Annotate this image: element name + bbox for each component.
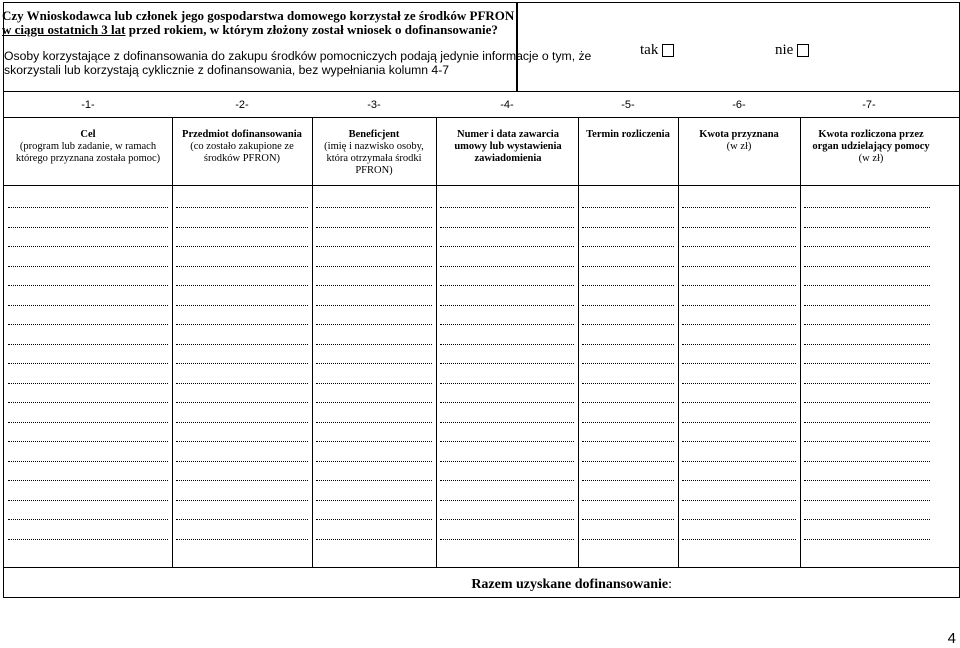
fill-in-line[interactable] bbox=[582, 500, 674, 501]
fill-in-line[interactable] bbox=[582, 305, 674, 306]
fill-in-line[interactable] bbox=[582, 266, 674, 267]
fill-in-line[interactable] bbox=[582, 519, 674, 520]
fill-in-line[interactable] bbox=[440, 266, 574, 267]
fill-in-line[interactable] bbox=[440, 207, 574, 208]
option-yes[interactable] bbox=[640, 42, 674, 59]
fill-in-line[interactable] bbox=[176, 363, 308, 364]
fill-in-line[interactable] bbox=[682, 266, 796, 267]
option-no-label: nie bbox=[775, 42, 794, 58]
fill-in-line[interactable] bbox=[176, 519, 308, 520]
column-number-1: -1- bbox=[81, 99, 95, 111]
column-header-3 bbox=[318, 129, 430, 177]
column-header-1 bbox=[10, 129, 166, 165]
column-subtitle-7: (w zł) bbox=[858, 153, 884, 164]
fill-in-line[interactable] bbox=[176, 246, 308, 247]
fill-in-line[interactable] bbox=[682, 500, 796, 501]
fill-in-line[interactable] bbox=[316, 539, 432, 540]
fill-in-line[interactable] bbox=[8, 383, 168, 384]
fill-in-line[interactable] bbox=[316, 461, 432, 462]
fill-in-line[interactable] bbox=[804, 324, 930, 325]
column-number-5: -5- bbox=[621, 99, 635, 111]
fill-in-line[interactable] bbox=[804, 402, 930, 403]
column-number-6: -6- bbox=[732, 99, 746, 111]
fill-in-line[interactable] bbox=[8, 324, 168, 325]
question-period: w ciągu ostatnich 3 lat bbox=[2, 22, 126, 37]
column-subtitle-3: (imię i nazwisko osoby, która otrzymała środki PFRON) bbox=[324, 141, 424, 176]
fill-in-line[interactable] bbox=[176, 500, 308, 501]
column-header-2 bbox=[178, 129, 306, 165]
fill-in-line[interactable] bbox=[176, 285, 308, 286]
fill-in-line[interactable] bbox=[8, 422, 168, 423]
fill-in-line[interactable] bbox=[176, 207, 308, 208]
fill-in-line[interactable] bbox=[582, 285, 674, 286]
fill-in-line[interactable] bbox=[440, 383, 574, 384]
fill-in-line[interactable] bbox=[176, 227, 308, 228]
column-title-4: Numer i data zawarcia umowy lub wystawienia zawiadomienia bbox=[454, 129, 562, 164]
fill-in-line[interactable] bbox=[440, 461, 574, 462]
column-number-7: -7- bbox=[862, 99, 876, 111]
fill-in-line[interactable] bbox=[582, 422, 674, 423]
checkbox-yes[interactable] bbox=[662, 44, 674, 57]
table-body bbox=[3, 186, 960, 568]
fill-in-line[interactable] bbox=[316, 246, 432, 247]
fill-in-line[interactable] bbox=[804, 246, 930, 247]
column-number-3: -3- bbox=[367, 99, 381, 111]
fill-in-line[interactable] bbox=[682, 363, 796, 364]
fill-in-line[interactable] bbox=[8, 500, 168, 501]
fill-in-line[interactable] bbox=[8, 227, 168, 228]
fill-in-line[interactable] bbox=[176, 422, 308, 423]
fill-in-line[interactable] bbox=[804, 266, 930, 267]
total-label-colon: : bbox=[668, 577, 672, 592]
fill-in-line[interactable] bbox=[582, 246, 674, 247]
fill-in-line[interactable] bbox=[682, 344, 796, 345]
fill-in-line[interactable] bbox=[176, 344, 308, 345]
fill-in-line[interactable] bbox=[8, 207, 168, 208]
fill-in-line[interactable] bbox=[316, 266, 432, 267]
column-subtitle-6: (w zł) bbox=[726, 141, 752, 152]
fill-in-line[interactable] bbox=[804, 480, 930, 481]
fill-in-line[interactable] bbox=[582, 461, 674, 462]
fill-in-line[interactable] bbox=[316, 344, 432, 345]
column-divider bbox=[578, 118, 579, 568]
question-note-line-2: skorzystali lub korzystają cyklicznie z dofinansowania, bez wypełniania kolumn 4-7 bbox=[4, 63, 450, 77]
fill-in-line[interactable] bbox=[582, 227, 674, 228]
fill-in-line[interactable] bbox=[440, 363, 574, 364]
fill-in-line[interactable] bbox=[582, 441, 674, 442]
fill-in-line[interactable] bbox=[440, 246, 574, 247]
fill-in-line[interactable] bbox=[582, 324, 674, 325]
fill-in-line[interactable] bbox=[8, 363, 168, 364]
fill-in-line[interactable] bbox=[8, 402, 168, 403]
fill-in-line[interactable] bbox=[316, 363, 432, 364]
fill-in-line[interactable] bbox=[804, 539, 930, 540]
fill-in-line[interactable] bbox=[316, 422, 432, 423]
fill-in-line[interactable] bbox=[804, 500, 930, 501]
fill-in-line[interactable] bbox=[8, 480, 168, 481]
column-header-7 bbox=[810, 129, 932, 165]
fill-in-line[interactable] bbox=[440, 402, 574, 403]
column-divider bbox=[800, 118, 801, 568]
column-title-2: Przedmiot dofinansowania bbox=[182, 129, 302, 140]
fill-in-line[interactable] bbox=[804, 344, 930, 345]
fill-in-line[interactable] bbox=[582, 363, 674, 364]
fill-in-line[interactable] bbox=[176, 402, 308, 403]
fill-in-line[interactable] bbox=[316, 285, 432, 286]
fill-in-line[interactable] bbox=[582, 539, 674, 540]
fill-in-line[interactable] bbox=[440, 441, 574, 442]
fill-in-line[interactable] bbox=[316, 519, 432, 520]
fill-in-line[interactable] bbox=[804, 519, 930, 520]
fill-in-line[interactable] bbox=[440, 500, 574, 501]
fill-in-line[interactable] bbox=[8, 539, 168, 540]
fill-in-line[interactable] bbox=[8, 246, 168, 247]
fill-in-line[interactable] bbox=[440, 480, 574, 481]
fill-in-line[interactable] bbox=[440, 344, 574, 345]
page-number: 4 bbox=[947, 630, 956, 647]
fill-in-line[interactable] bbox=[804, 227, 930, 228]
fill-in-line[interactable] bbox=[682, 480, 796, 481]
column-divider bbox=[172, 118, 173, 568]
fill-in-line[interactable] bbox=[176, 266, 308, 267]
fill-in-line[interactable] bbox=[176, 305, 308, 306]
column-number-2: -2- bbox=[235, 99, 249, 111]
fill-in-line[interactable] bbox=[8, 266, 168, 267]
column-subtitle-2: (co zostało zakupione ze środków PFRON) bbox=[190, 141, 294, 164]
fill-in-line[interactable] bbox=[804, 461, 930, 462]
question-line-1: Czy Wnioskodawca lub członek jego gospodarstwa domowego korzystał ze środków PFRON bbox=[2, 8, 515, 23]
option-no[interactable] bbox=[775, 42, 809, 59]
fill-in-line[interactable] bbox=[176, 461, 308, 462]
fill-in-line[interactable] bbox=[682, 383, 796, 384]
fill-in-line[interactable] bbox=[316, 402, 432, 403]
fill-in-line[interactable] bbox=[682, 461, 796, 462]
fill-in-line[interactable] bbox=[176, 480, 308, 481]
fill-in-line[interactable] bbox=[582, 402, 674, 403]
question-note-line-1: Osoby korzystające z dofinansowania do zakupu środków pomocniczych podają jedynie informacje o tym, że bbox=[4, 49, 592, 63]
answer-cell bbox=[518, 2, 960, 92]
fill-in-line[interactable] bbox=[582, 344, 674, 345]
fill-in-line[interactable] bbox=[682, 441, 796, 442]
fill-in-line[interactable] bbox=[176, 441, 308, 442]
fill-in-line[interactable] bbox=[8, 519, 168, 520]
column-divider bbox=[436, 118, 437, 568]
fill-in-line[interactable] bbox=[440, 519, 574, 520]
question-line-2 bbox=[2, 23, 498, 37]
fill-in-line[interactable] bbox=[804, 422, 930, 423]
column-title-6: Kwota przyznana bbox=[699, 129, 779, 140]
fill-in-line[interactable] bbox=[176, 383, 308, 384]
fill-in-line[interactable] bbox=[440, 285, 574, 286]
fill-in-line[interactable] bbox=[440, 305, 574, 306]
fill-in-line[interactable] bbox=[682, 246, 796, 247]
fill-in-line[interactable] bbox=[682, 324, 796, 325]
column-header-4 bbox=[440, 129, 576, 165]
fill-in-line[interactable] bbox=[176, 539, 308, 540]
total-label-text: Razem uzyskane dofinansowanie bbox=[471, 577, 669, 592]
fill-in-line[interactable] bbox=[316, 305, 432, 306]
fill-in-line[interactable] bbox=[440, 324, 574, 325]
column-title-5: Termin rozliczenia bbox=[586, 129, 670, 140]
fill-in-line[interactable] bbox=[804, 305, 930, 306]
column-title-1: Cel bbox=[80, 129, 96, 140]
column-divider bbox=[678, 118, 679, 568]
fill-in-line[interactable] bbox=[682, 539, 796, 540]
column-header-6 bbox=[682, 129, 796, 153]
fill-in-line[interactable] bbox=[804, 363, 930, 364]
column-subtitle-1: (program lub zadanie, w ramach którego przyznana została pomoc) bbox=[15, 141, 161, 164]
fill-in-line[interactable] bbox=[682, 227, 796, 228]
fill-in-line[interactable] bbox=[804, 383, 930, 384]
fill-in-line[interactable] bbox=[440, 227, 574, 228]
column-title-3: Beneficjent bbox=[348, 129, 400, 140]
fill-in-line[interactable] bbox=[176, 324, 308, 325]
column-header-5 bbox=[580, 129, 676, 141]
option-yes-label: tak bbox=[640, 42, 659, 58]
fill-in-line[interactable] bbox=[316, 441, 432, 442]
fill-in-line[interactable] bbox=[682, 402, 796, 403]
fill-in-line[interactable] bbox=[440, 539, 574, 540]
fill-in-line[interactable] bbox=[804, 441, 930, 442]
fill-in-line[interactable] bbox=[682, 422, 796, 423]
column-title-7: Kwota rozliczona przez organ udzielający pomocy bbox=[812, 129, 930, 152]
fill-in-line[interactable] bbox=[316, 207, 432, 208]
fill-in-line[interactable] bbox=[8, 285, 168, 286]
fill-in-line[interactable] bbox=[8, 461, 168, 462]
fill-in-line[interactable] bbox=[582, 207, 674, 208]
fill-in-line[interactable] bbox=[316, 480, 432, 481]
fill-in-line[interactable] bbox=[8, 344, 168, 345]
fill-in-line[interactable] bbox=[440, 422, 574, 423]
fill-in-line[interactable] bbox=[682, 519, 796, 520]
fill-in-line[interactable] bbox=[682, 305, 796, 306]
fill-in-line[interactable] bbox=[316, 324, 432, 325]
question-line-2-rest: przed rokiem, w którym złożony został wniosek o dofinansowanie? bbox=[125, 22, 498, 37]
fill-in-line[interactable] bbox=[582, 383, 674, 384]
column-number-4: -4- bbox=[500, 99, 514, 111]
total-label bbox=[471, 577, 672, 593]
fill-in-line[interactable] bbox=[316, 383, 432, 384]
fill-in-line[interactable] bbox=[316, 500, 432, 501]
fill-in-line[interactable] bbox=[682, 207, 796, 208]
fill-in-line[interactable] bbox=[582, 480, 674, 481]
fill-in-line[interactable] bbox=[682, 285, 796, 286]
column-divider bbox=[312, 118, 313, 568]
checkbox-no[interactable] bbox=[797, 44, 809, 57]
fill-in-line[interactable] bbox=[8, 441, 168, 442]
fill-in-line[interactable] bbox=[804, 207, 930, 208]
fill-in-line[interactable] bbox=[804, 285, 930, 286]
fill-in-line[interactable] bbox=[8, 305, 168, 306]
fill-in-line[interactable] bbox=[316, 227, 432, 228]
